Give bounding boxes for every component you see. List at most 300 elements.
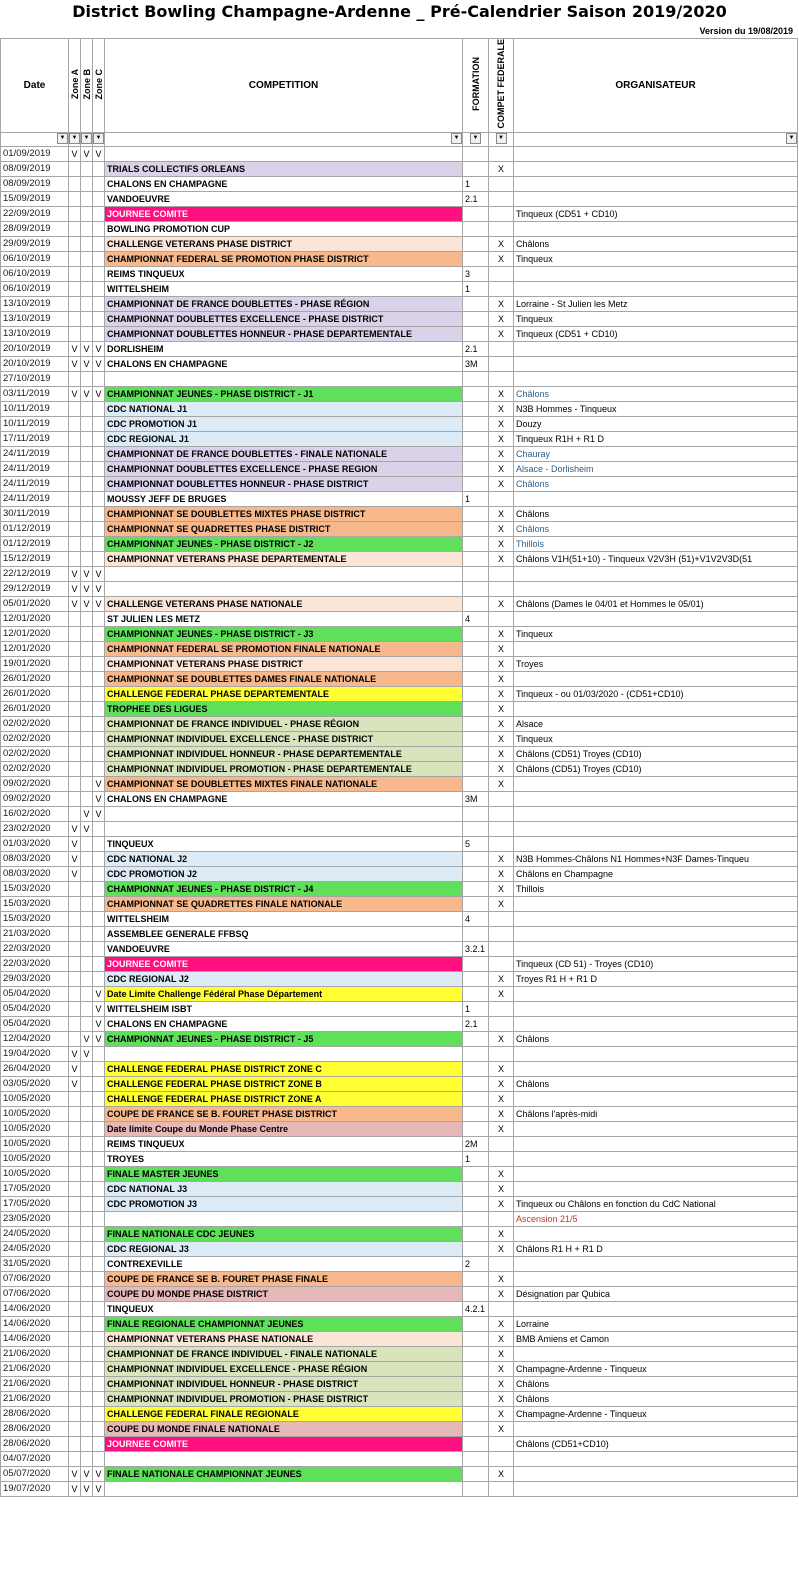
- compet-federale-cell[interactable]: X: [489, 986, 514, 1001]
- zone-a-cell[interactable]: [69, 761, 81, 776]
- formation-cell[interactable]: [463, 536, 489, 551]
- zone-b-cell[interactable]: [81, 1421, 93, 1436]
- zone-b-cell[interactable]: [81, 986, 93, 1001]
- zone-b-cell[interactable]: [81, 941, 93, 956]
- formation-cell[interactable]: 5: [463, 836, 489, 851]
- organisateur-cell[interactable]: [514, 1481, 798, 1496]
- zone-b-cell[interactable]: [81, 1166, 93, 1181]
- compet-federale-cell[interactable]: X: [489, 296, 514, 311]
- formation-cell[interactable]: 3M: [463, 791, 489, 806]
- date-cell[interactable]: 02/02/2020: [1, 761, 69, 776]
- competition-cell[interactable]: CHAMPIONNAT DOUBLETTES EXCELLENCE - PHASE DISTRICT: [105, 311, 463, 326]
- zone-b-cell[interactable]: V: [81, 356, 93, 371]
- competition-cell[interactable]: CHALLENGE FEDERAL FINALE REGIONALE: [105, 1406, 463, 1421]
- compet-federale-cell[interactable]: X: [489, 1406, 514, 1421]
- organisateur-cell[interactable]: [514, 776, 798, 791]
- zone-b-cell[interactable]: [81, 686, 93, 701]
- zone-a-cell[interactable]: [69, 1181, 81, 1196]
- competition-cell[interactable]: CHAMPIONNAT DOUBLETTES EXCELLENCE - PHASE REGION: [105, 461, 463, 476]
- zone-c-cell[interactable]: [93, 1091, 105, 1106]
- competition-cell[interactable]: COUPE DE FRANCE SE B. FOURET PHASE FINALE: [105, 1271, 463, 1286]
- compet-federale-cell[interactable]: [489, 821, 514, 836]
- organisateur-cell[interactable]: [514, 176, 798, 191]
- formation-cell[interactable]: [463, 461, 489, 476]
- zone-b-cell[interactable]: [81, 1091, 93, 1106]
- competition-cell[interactable]: CHAMPIONNAT INDIVIDUEL HONNEUR - PHASE DISTRICT: [105, 1376, 463, 1391]
- formation-cell[interactable]: [463, 686, 489, 701]
- competition-cell[interactable]: CHAMPIONNAT JEUNES - PHASE DISTRICT - J2: [105, 536, 463, 551]
- zone-a-cell[interactable]: [69, 716, 81, 731]
- organisateur-cell[interactable]: Douzy: [514, 416, 798, 431]
- zone-b-cell[interactable]: V: [81, 1466, 93, 1481]
- compet-federale-cell[interactable]: [489, 1256, 514, 1271]
- formation-cell[interactable]: [463, 761, 489, 776]
- organisateur-cell[interactable]: Châlons: [514, 1076, 798, 1091]
- zone-b-cell[interactable]: [81, 626, 93, 641]
- formation-cell[interactable]: 2.1: [463, 341, 489, 356]
- competition-cell[interactable]: CHALLENGE VETERANS PHASE NATIONALE: [105, 596, 463, 611]
- competition-cell[interactable]: CDC REGIONAL J1: [105, 431, 463, 446]
- zone-a-cell[interactable]: [69, 1151, 81, 1166]
- zone-c-cell[interactable]: [93, 761, 105, 776]
- formation-cell[interactable]: [463, 551, 489, 566]
- organisateur-cell[interactable]: [514, 266, 798, 281]
- formation-cell[interactable]: [463, 401, 489, 416]
- competition-cell[interactable]: CHAMPIONNAT DE FRANCE INDIVIDUEL - FINALE NATIONALE: [105, 1346, 463, 1361]
- zone-c-cell[interactable]: [93, 1211, 105, 1226]
- formation-cell[interactable]: [463, 1451, 489, 1466]
- zone-c-cell[interactable]: V: [93, 581, 105, 596]
- organisateur-cell[interactable]: [514, 146, 798, 161]
- zone-c-cell[interactable]: [93, 446, 105, 461]
- competition-cell[interactable]: CHAMPIONNAT JEUNES - PHASE DISTRICT - J5: [105, 1031, 463, 1046]
- date-cell[interactable]: 12/04/2020: [1, 1031, 69, 1046]
- zone-b-cell[interactable]: [81, 521, 93, 536]
- compet-federale-cell[interactable]: X: [489, 731, 514, 746]
- formation-cell[interactable]: [463, 1121, 489, 1136]
- zone-b-cell[interactable]: [81, 551, 93, 566]
- formation-cell[interactable]: [463, 626, 489, 641]
- date-cell[interactable]: 29/03/2020: [1, 971, 69, 986]
- date-cell[interactable]: 20/10/2019: [1, 341, 69, 356]
- zone-a-cell[interactable]: [69, 1121, 81, 1136]
- date-cell[interactable]: 05/01/2020: [1, 596, 69, 611]
- formation-cell[interactable]: [463, 251, 489, 266]
- zone-c-cell[interactable]: [93, 1136, 105, 1151]
- zone-a-cell[interactable]: [69, 1031, 81, 1046]
- zone-a-cell[interactable]: V: [69, 1481, 81, 1496]
- organisateur-cell[interactable]: Tinqueux: [514, 251, 798, 266]
- zone-a-cell[interactable]: [69, 671, 81, 686]
- competition-cell[interactable]: CDC REGIONAL J3: [105, 1241, 463, 1256]
- competition-cell[interactable]: CHALLENGE FEDERAL PHASE DISTRICT ZONE B: [105, 1076, 463, 1091]
- competition-cell[interactable]: CHAMPIONNAT VETERANS PHASE DISTRICT: [105, 656, 463, 671]
- zone-b-cell[interactable]: [81, 1451, 93, 1466]
- organisateur-cell[interactable]: Champagne-Ardenne - Tinqueux: [514, 1406, 798, 1421]
- compet-federale-cell[interactable]: [489, 356, 514, 371]
- zone-a-cell[interactable]: V: [69, 566, 81, 581]
- compet-federale-cell[interactable]: X: [489, 1316, 514, 1331]
- zone-b-cell[interactable]: [81, 236, 93, 251]
- competition-cell[interactable]: CHAMPIONNAT SE DOUBLETTES MIXTES PHASE DISTRICT: [105, 506, 463, 521]
- organisateur-cell[interactable]: [514, 911, 798, 926]
- zone-a-cell[interactable]: V: [69, 386, 81, 401]
- zone-c-cell[interactable]: [93, 701, 105, 716]
- competition-cell[interactable]: [105, 1451, 463, 1466]
- competition-cell[interactable]: CDC PROMOTION J2: [105, 866, 463, 881]
- formation-cell[interactable]: 2.1: [463, 1016, 489, 1031]
- compet-federale-cell[interactable]: [489, 1001, 514, 1016]
- zone-a-cell[interactable]: V: [69, 581, 81, 596]
- organisateur-cell[interactable]: [514, 1121, 798, 1136]
- zone-b-cell[interactable]: V: [81, 1481, 93, 1496]
- date-cell[interactable]: 22/03/2020: [1, 941, 69, 956]
- organisateur-cell[interactable]: Châlons: [514, 1391, 798, 1406]
- organisateur-cell[interactable]: Alsace: [514, 716, 798, 731]
- zone-b-cell[interactable]: [81, 896, 93, 911]
- zone-c-cell[interactable]: [93, 1076, 105, 1091]
- zone-b-cell[interactable]: [81, 431, 93, 446]
- zone-a-cell[interactable]: [69, 1001, 81, 1016]
- competition-cell[interactable]: CHAMPIONNAT DOUBLETTES HONNEUR - PHASE DISTRICT: [105, 476, 463, 491]
- date-cell[interactable]: 21/06/2020: [1, 1346, 69, 1361]
- date-cell[interactable]: 28/06/2020: [1, 1421, 69, 1436]
- compet-federale-cell[interactable]: X: [489, 461, 514, 476]
- zone-b-cell[interactable]: [81, 866, 93, 881]
- zone-c-cell[interactable]: V: [93, 1031, 105, 1046]
- zone-a-cell[interactable]: [69, 191, 81, 206]
- competition-cell[interactable]: CDC NATIONAL J2: [105, 851, 463, 866]
- competition-cell[interactable]: TINQUEUX: [105, 836, 463, 851]
- date-cell[interactable]: 13/10/2019: [1, 311, 69, 326]
- compet-federale-cell[interactable]: X: [489, 1106, 514, 1121]
- formation-cell[interactable]: [463, 1046, 489, 1061]
- zone-c-cell[interactable]: V: [93, 146, 105, 161]
- date-cell[interactable]: 15/03/2020: [1, 896, 69, 911]
- organisateur-cell[interactable]: [514, 1451, 798, 1466]
- zone-b-cell[interactable]: [81, 1406, 93, 1421]
- formation-cell[interactable]: [463, 1286, 489, 1301]
- date-cell[interactable]: 24/11/2019: [1, 446, 69, 461]
- zone-b-cell[interactable]: [81, 371, 93, 386]
- compet-federale-cell[interactable]: X: [489, 761, 514, 776]
- organisateur-cell[interactable]: Châlons (Dames le 04/01 et Hommes le 05/01): [514, 596, 798, 611]
- competition-cell[interactable]: FINALE NATIONALE CDC JEUNES: [105, 1226, 463, 1241]
- formation-cell[interactable]: [463, 326, 489, 341]
- competition-cell[interactable]: CDC PROMOTION J1: [105, 416, 463, 431]
- competition-cell[interactable]: CHALLENGE FEDERAL PHASE DISTRICT ZONE A: [105, 1091, 463, 1106]
- competition-cell[interactable]: JOURNEE COMITE: [105, 1436, 463, 1451]
- zone-c-cell[interactable]: [93, 266, 105, 281]
- zone-c-cell[interactable]: V: [93, 1481, 105, 1496]
- zone-c-cell[interactable]: [93, 971, 105, 986]
- zone-a-cell[interactable]: [69, 656, 81, 671]
- formation-cell[interactable]: [463, 1091, 489, 1106]
- organisateur-cell[interactable]: [514, 671, 798, 686]
- zone-a-cell[interactable]: [69, 806, 81, 821]
- filter-organisateur-icon[interactable]: ▼: [786, 133, 797, 144]
- competition-cell[interactable]: CHAMPIONNAT DE FRANCE DOUBLETTES - PHASE RÉGION: [105, 296, 463, 311]
- compet-federale-cell[interactable]: [489, 941, 514, 956]
- compet-federale-cell[interactable]: X: [489, 446, 514, 461]
- compet-federale-cell[interactable]: [489, 371, 514, 386]
- zone-c-cell[interactable]: [93, 1226, 105, 1241]
- organisateur-cell[interactable]: [514, 1466, 798, 1481]
- date-cell[interactable]: 26/01/2020: [1, 671, 69, 686]
- compet-federale-cell[interactable]: X: [489, 251, 514, 266]
- zone-c-cell[interactable]: [93, 1376, 105, 1391]
- zone-c-cell[interactable]: [93, 431, 105, 446]
- formation-cell[interactable]: [463, 1031, 489, 1046]
- competition-cell[interactable]: CHALONS EN CHAMPAGNE: [105, 791, 463, 806]
- zone-c-cell[interactable]: [93, 176, 105, 191]
- date-cell[interactable]: 10/05/2020: [1, 1166, 69, 1181]
- zone-b-cell[interactable]: [81, 461, 93, 476]
- date-cell[interactable]: 14/06/2020: [1, 1301, 69, 1316]
- formation-cell[interactable]: [463, 971, 489, 986]
- competition-cell[interactable]: CHALLENGE VETERANS PHASE DISTRICT: [105, 236, 463, 251]
- competition-cell[interactable]: CHALLENGE FEDERAL PHASE DISTRICT ZONE C: [105, 1061, 463, 1076]
- zone-b-cell[interactable]: [81, 536, 93, 551]
- date-cell[interactable]: 14/06/2020: [1, 1316, 69, 1331]
- formation-cell[interactable]: [463, 416, 489, 431]
- compet-federale-cell[interactable]: X: [489, 671, 514, 686]
- formation-cell[interactable]: 2: [463, 1256, 489, 1271]
- zone-a-cell[interactable]: [69, 401, 81, 416]
- zone-a-cell[interactable]: [69, 911, 81, 926]
- competition-cell[interactable]: CHAMPIONNAT FEDERAL SE PROMOTION PHASE DISTRICT: [105, 251, 463, 266]
- zone-a-cell[interactable]: [69, 1016, 81, 1031]
- zone-a-cell[interactable]: [69, 536, 81, 551]
- organisateur-cell[interactable]: [514, 821, 798, 836]
- organisateur-cell[interactable]: N3B Hommes-Châlons N1 Hommes+N3F Dames-Tinqueu: [514, 851, 798, 866]
- organisateur-cell[interactable]: [514, 1166, 798, 1181]
- zone-a-cell[interactable]: [69, 476, 81, 491]
- organisateur-cell[interactable]: [514, 371, 798, 386]
- competition-cell[interactable]: WITTELSHEIM: [105, 281, 463, 296]
- zone-b-cell[interactable]: [81, 746, 93, 761]
- organisateur-cell[interactable]: N3B Hommes - Tinqueux: [514, 401, 798, 416]
- competition-cell[interactable]: WITTELSHEIM: [105, 911, 463, 926]
- zone-b-cell[interactable]: [81, 836, 93, 851]
- zone-b-cell[interactable]: [81, 401, 93, 416]
- competition-cell[interactable]: CHAMPIONNAT INDIVIDUEL PROMOTION - PHASE DISTRICT: [105, 1391, 463, 1406]
- zone-b-cell[interactable]: [81, 671, 93, 686]
- competition-cell[interactable]: VANDOEUVRE: [105, 191, 463, 206]
- competition-cell[interactable]: FINALE NATIONALE CHAMPIONNAT JEUNES: [105, 1466, 463, 1481]
- compet-federale-cell[interactable]: X: [489, 416, 514, 431]
- compet-federale-cell[interactable]: [489, 566, 514, 581]
- zone-b-cell[interactable]: [81, 1151, 93, 1166]
- zone-c-cell[interactable]: [93, 326, 105, 341]
- zone-b-cell[interactable]: [81, 311, 93, 326]
- zone-c-cell[interactable]: V: [93, 776, 105, 791]
- date-cell[interactable]: 24/11/2019: [1, 461, 69, 476]
- compet-federale-cell[interactable]: X: [489, 701, 514, 716]
- zone-b-cell[interactable]: [81, 1271, 93, 1286]
- formation-cell[interactable]: [463, 806, 489, 821]
- zone-b-cell[interactable]: [81, 1346, 93, 1361]
- date-cell[interactable]: 10/05/2020: [1, 1121, 69, 1136]
- organisateur-cell[interactable]: Châlons R1 H + R1 D: [514, 1241, 798, 1256]
- zone-c-cell[interactable]: [93, 896, 105, 911]
- zone-c-cell[interactable]: [93, 461, 105, 476]
- competition-cell[interactable]: COUPE DE FRANCE SE B. FOURET PHASE DISTRICT: [105, 1106, 463, 1121]
- zone-a-cell[interactable]: [69, 1241, 81, 1256]
- zone-b-cell[interactable]: [81, 1226, 93, 1241]
- organisateur-cell[interactable]: Châlons V1H(51+10) - Tinqueux V2V3H (51)+V1V2V3D(51: [514, 551, 798, 566]
- zone-b-cell[interactable]: [81, 1016, 93, 1031]
- zone-a-cell[interactable]: [69, 626, 81, 641]
- zone-b-cell[interactable]: [81, 1196, 93, 1211]
- zone-c-cell[interactable]: V: [93, 1466, 105, 1481]
- date-cell[interactable]: 04/07/2020: [1, 1451, 69, 1466]
- competition-cell[interactable]: Date limite Coupe du Monde Phase Centre: [105, 1121, 463, 1136]
- zone-b-cell[interactable]: [81, 956, 93, 971]
- zone-c-cell[interactable]: [93, 941, 105, 956]
- zone-a-cell[interactable]: [69, 296, 81, 311]
- formation-cell[interactable]: [463, 1166, 489, 1181]
- date-cell[interactable]: 24/05/2020: [1, 1241, 69, 1256]
- organisateur-cell[interactable]: Tinqueux (CD51 + CD10): [514, 326, 798, 341]
- formation-cell[interactable]: [463, 1061, 489, 1076]
- date-cell[interactable]: 29/09/2019: [1, 236, 69, 251]
- compet-federale-cell[interactable]: X: [489, 1421, 514, 1436]
- formation-cell[interactable]: [463, 1181, 489, 1196]
- zone-c-cell[interactable]: [93, 191, 105, 206]
- competition-cell[interactable]: CHAMPIONNAT SE DOUBLETTES MIXTES FINALE NATIONALE: [105, 776, 463, 791]
- date-cell[interactable]: 16/02/2020: [1, 806, 69, 821]
- formation-cell[interactable]: 1: [463, 281, 489, 296]
- organisateur-cell[interactable]: [514, 1301, 798, 1316]
- compet-federale-cell[interactable]: X: [489, 1181, 514, 1196]
- compet-federale-cell[interactable]: X: [489, 476, 514, 491]
- competition-cell[interactable]: CHALLENGE FEDERAL PHASE DEPARTEMENTALE: [105, 686, 463, 701]
- zone-b-cell[interactable]: [81, 416, 93, 431]
- compet-federale-cell[interactable]: X: [489, 1286, 514, 1301]
- zone-a-cell[interactable]: [69, 461, 81, 476]
- competition-cell[interactable]: [105, 1046, 463, 1061]
- compet-federale-cell[interactable]: X: [489, 386, 514, 401]
- zone-b-cell[interactable]: V: [81, 146, 93, 161]
- organisateur-cell[interactable]: Châlons: [514, 521, 798, 536]
- competition-cell[interactable]: CHAMPIONNAT SE QUADRETTES FINALE NATIONALE: [105, 896, 463, 911]
- zone-a-cell[interactable]: [69, 746, 81, 761]
- formation-cell[interactable]: 1: [463, 1151, 489, 1166]
- competition-cell[interactable]: Date Limite Challenge Fédéral Phase Département: [105, 986, 463, 1001]
- compet-federale-cell[interactable]: [489, 1016, 514, 1031]
- zone-b-cell[interactable]: [81, 911, 93, 926]
- compet-federale-cell[interactable]: [489, 1436, 514, 1451]
- zone-b-cell[interactable]: V: [81, 581, 93, 596]
- zone-c-cell[interactable]: [93, 236, 105, 251]
- zone-c-cell[interactable]: [93, 1346, 105, 1361]
- formation-cell[interactable]: [463, 506, 489, 521]
- organisateur-cell[interactable]: [514, 161, 798, 176]
- zone-a-cell[interactable]: [69, 206, 81, 221]
- zone-c-cell[interactable]: [93, 296, 105, 311]
- compet-federale-cell[interactable]: X: [489, 1241, 514, 1256]
- competition-cell[interactable]: REIMS TINQUEUX: [105, 1136, 463, 1151]
- zone-b-cell[interactable]: [81, 1136, 93, 1151]
- organisateur-cell[interactable]: Châlons: [514, 1376, 798, 1391]
- zone-b-cell[interactable]: [81, 611, 93, 626]
- zone-a-cell[interactable]: [69, 161, 81, 176]
- organisateur-cell[interactable]: [514, 926, 798, 941]
- organisateur-cell[interactable]: [514, 1226, 798, 1241]
- competition-cell[interactable]: CHAMPIONNAT SE DOUBLETTES DAMES FINALE NATIONALE: [105, 671, 463, 686]
- zone-b-cell[interactable]: V: [81, 386, 93, 401]
- compet-federale-cell[interactable]: X: [489, 596, 514, 611]
- date-cell[interactable]: 08/09/2019: [1, 176, 69, 191]
- zone-a-cell[interactable]: [69, 281, 81, 296]
- zone-c-cell[interactable]: [93, 956, 105, 971]
- formation-cell[interactable]: [463, 881, 489, 896]
- organisateur-cell[interactable]: Lorraine - St Julien les Metz: [514, 296, 798, 311]
- compet-federale-cell[interactable]: X: [489, 1391, 514, 1406]
- zone-a-cell[interactable]: [69, 941, 81, 956]
- date-cell[interactable]: 15/09/2019: [1, 191, 69, 206]
- compet-federale-cell[interactable]: X: [489, 716, 514, 731]
- compet-federale-cell[interactable]: X: [489, 641, 514, 656]
- zone-a-cell[interactable]: V: [69, 596, 81, 611]
- compet-federale-cell[interactable]: X: [489, 656, 514, 671]
- date-cell[interactable]: 10/11/2019: [1, 416, 69, 431]
- competition-cell[interactable]: ASSEMBLEE GENERALE FFBSQ: [105, 926, 463, 941]
- formation-cell[interactable]: [463, 1241, 489, 1256]
- organisateur-cell[interactable]: [514, 1151, 798, 1166]
- date-cell[interactable]: 28/06/2020: [1, 1406, 69, 1421]
- formation-cell[interactable]: [463, 1421, 489, 1436]
- zone-b-cell[interactable]: [81, 1256, 93, 1271]
- zone-c-cell[interactable]: [93, 716, 105, 731]
- zone-a-cell[interactable]: V: [69, 821, 81, 836]
- compet-federale-cell[interactable]: [489, 926, 514, 941]
- zone-c-cell[interactable]: [93, 821, 105, 836]
- organisateur-cell[interactable]: [514, 566, 798, 581]
- organisateur-cell[interactable]: [514, 581, 798, 596]
- formation-cell[interactable]: [463, 986, 489, 1001]
- formation-cell[interactable]: [463, 1346, 489, 1361]
- competition-cell[interactable]: CDC NATIONAL J1: [105, 401, 463, 416]
- zone-b-cell[interactable]: [81, 1001, 93, 1016]
- competition-cell[interactable]: TRIALS COLLECTIFS ORLEANS: [105, 161, 463, 176]
- compet-federale-cell[interactable]: [489, 191, 514, 206]
- zone-c-cell[interactable]: V: [93, 341, 105, 356]
- zone-a-cell[interactable]: [69, 1331, 81, 1346]
- zone-b-cell[interactable]: [81, 1121, 93, 1136]
- zone-a-cell[interactable]: [69, 251, 81, 266]
- zone-c-cell[interactable]: V: [93, 596, 105, 611]
- compet-federale-cell[interactable]: [489, 806, 514, 821]
- zone-a-cell[interactable]: [69, 1346, 81, 1361]
- compet-federale-cell[interactable]: X: [489, 851, 514, 866]
- zone-a-cell[interactable]: [69, 731, 81, 746]
- zone-c-cell[interactable]: [93, 551, 105, 566]
- date-cell[interactable]: 10/05/2020: [1, 1151, 69, 1166]
- competition-cell[interactable]: CONTREXEVILLE: [105, 1256, 463, 1271]
- compet-federale-cell[interactable]: [489, 791, 514, 806]
- competition-cell[interactable]: CHAMPIONNAT VETERANS PHASE NATIONALE: [105, 1331, 463, 1346]
- zone-c-cell[interactable]: [93, 641, 105, 656]
- zone-c-cell[interactable]: [93, 1421, 105, 1436]
- date-cell[interactable]: 07/06/2020: [1, 1286, 69, 1301]
- date-cell[interactable]: 15/03/2020: [1, 881, 69, 896]
- zone-a-cell[interactable]: [69, 971, 81, 986]
- zone-a-cell[interactable]: [69, 1376, 81, 1391]
- zone-b-cell[interactable]: [81, 656, 93, 671]
- competition-cell[interactable]: DORLISHEIM: [105, 341, 463, 356]
